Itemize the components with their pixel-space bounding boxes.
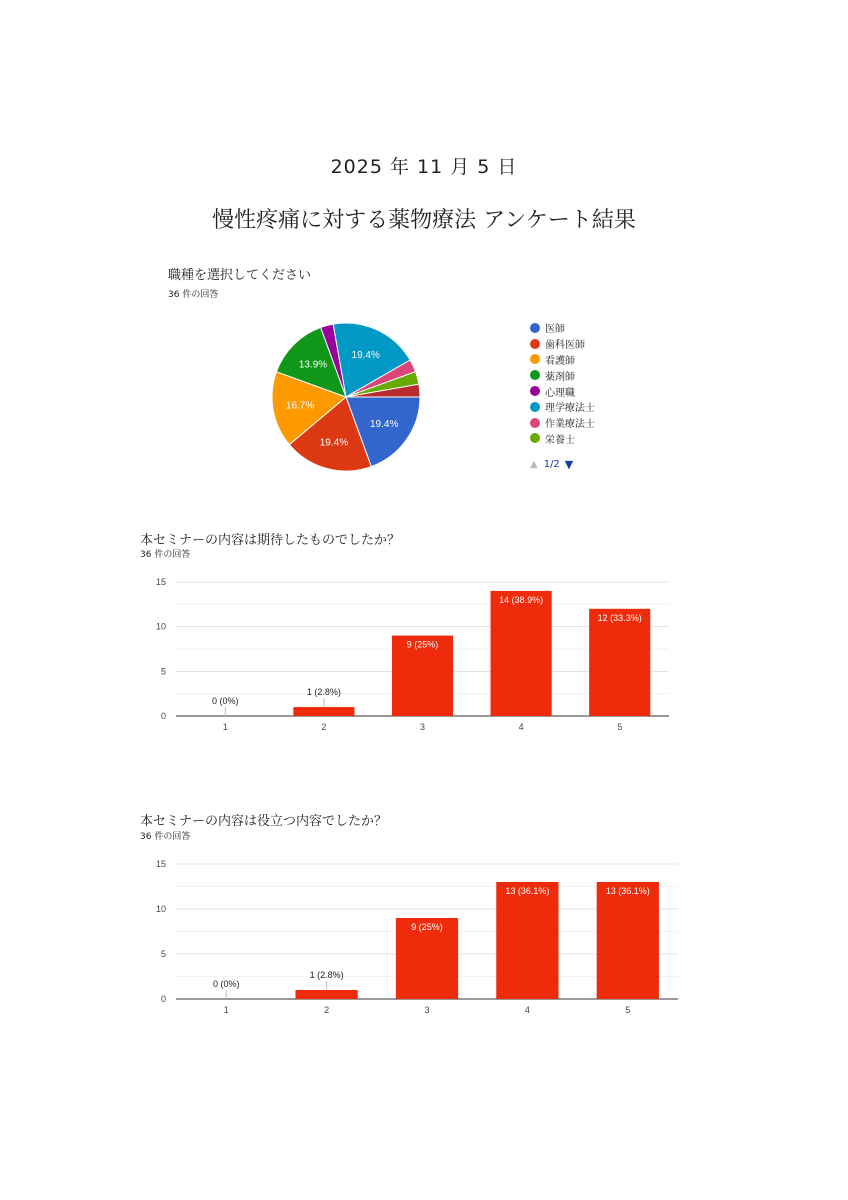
bar-data-label: 0 (0%) xyxy=(212,979,240,989)
bar-data-label: 1 (2.8%) xyxy=(309,970,344,980)
x-tick-label: 4 xyxy=(518,722,524,732)
y-tick-label: 10 xyxy=(155,904,166,914)
x-tick-label: 3 xyxy=(424,1005,430,1015)
x-tick-label: 1 xyxy=(223,1005,229,1015)
legend-label: 栄養士 xyxy=(545,434,575,446)
pie-question-title: 職種を選択してください xyxy=(168,268,312,283)
bar xyxy=(496,882,558,999)
bar-data-label: 9 (25%) xyxy=(411,922,443,932)
document-title: 慢性疼痛に対する薬物療法 アンケート結果 xyxy=(212,208,636,233)
bar-data-label: 0 (0%) xyxy=(212,696,239,706)
legend-label: 歯科医師 xyxy=(545,340,585,352)
bar1-response-count: 36 件の回答 xyxy=(140,550,191,560)
pie-slice-label-1: 19.4% xyxy=(319,437,349,449)
bar2-question-title: 本セミナーの内容は役立つ内容でしたか？ xyxy=(140,814,388,829)
bar-data-label: 12 (33.3%) xyxy=(597,612,642,623)
y-tick-label: 0 xyxy=(160,711,166,721)
bar-data-label: 14 (38.9%) xyxy=(499,594,544,605)
y-tick-label: 5 xyxy=(160,666,166,677)
x-tick-label: 5 xyxy=(617,722,623,732)
legend-label: 心理職 xyxy=(545,387,575,399)
bar xyxy=(597,882,659,999)
legend-label: 薬剤師 xyxy=(545,371,575,383)
pie-response-count: 36 件の回答 xyxy=(168,290,219,300)
x-tick-label: 4 xyxy=(524,1005,530,1015)
x-tick-label: 1 xyxy=(222,722,228,732)
pie-slice-label-2: 16.7% xyxy=(285,400,315,412)
y-tick-label: 0 xyxy=(160,994,166,1004)
bar1-question-title: 本セミナーの内容は期待したものでしたか？ xyxy=(140,533,401,548)
bar-data-label: 13 (36.1%) xyxy=(605,886,650,896)
y-tick-label: 15 xyxy=(155,577,166,587)
bar xyxy=(295,990,357,999)
legend-label: 看護師 xyxy=(545,355,575,367)
legend-next-icon[interactable]: ▼ xyxy=(564,458,574,471)
legend-prev-icon[interactable]: ▲ xyxy=(530,459,538,470)
document-date: 2025 年 11 月 5 日 xyxy=(330,156,518,178)
bar-data-label: 13 (36.1%) xyxy=(505,886,550,896)
x-tick-label: 2 xyxy=(321,722,327,732)
y-tick-label: 5 xyxy=(160,949,166,959)
legend-label: 作業療法士 xyxy=(545,419,595,431)
x-tick-label: 5 xyxy=(625,1005,631,1015)
bar-data-label: 1 (2.8%) xyxy=(306,687,341,698)
legend-label: 理学療法士 xyxy=(545,403,595,415)
pie-slice-label-3: 13.9% xyxy=(298,359,328,371)
bar2-response-count: 36 件の回答 xyxy=(140,832,191,842)
bar-data-label: 9 (25%) xyxy=(406,639,439,650)
y-tick-label: 15 xyxy=(155,859,166,869)
y-tick-label: 10 xyxy=(155,621,166,632)
pie-slice-label-0: 19.4% xyxy=(370,419,399,431)
legend-page-indicator: 1/2 xyxy=(543,459,560,470)
pie-slice-label-5: 19.4% xyxy=(351,350,380,362)
legend-label: 医師 xyxy=(545,324,565,336)
x-tick-label: 2 xyxy=(324,1005,330,1015)
x-tick-label: 3 xyxy=(419,722,426,732)
